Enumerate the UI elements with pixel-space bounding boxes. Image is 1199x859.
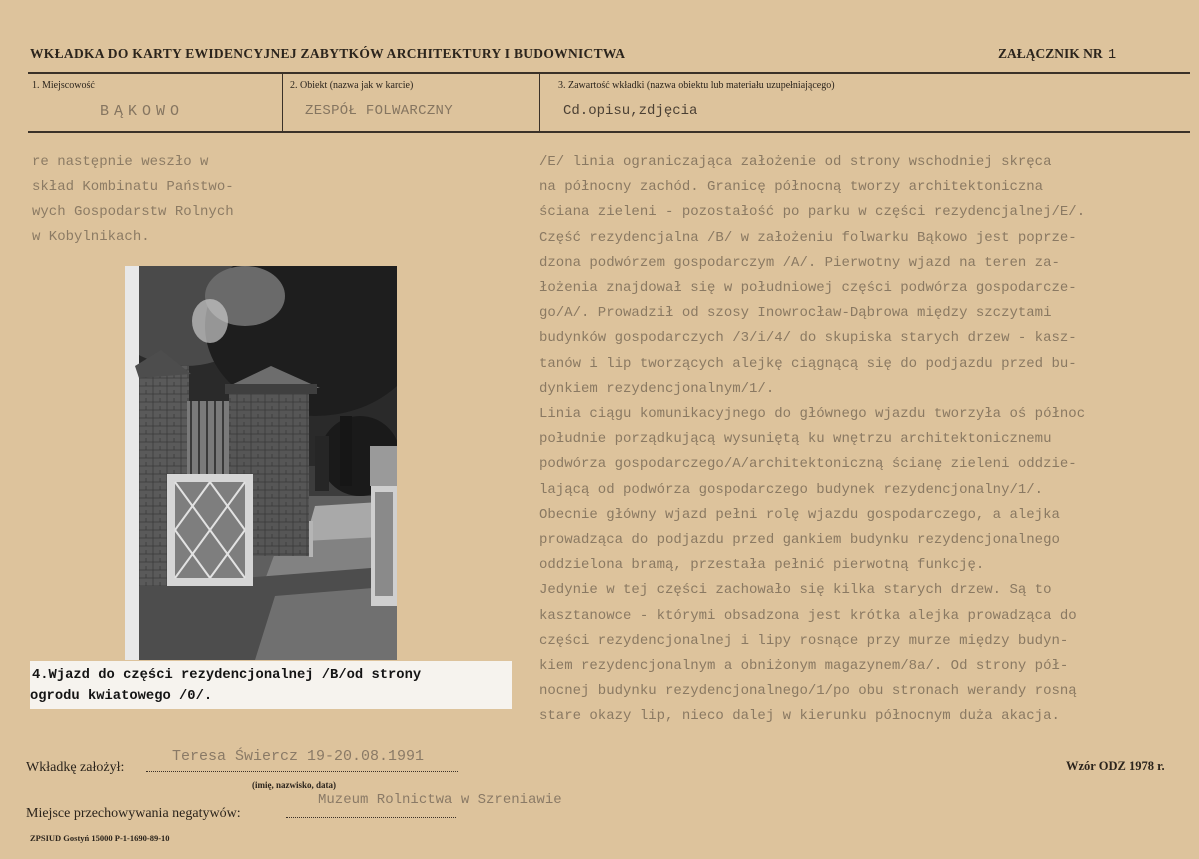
description-line: stare okazy lip, nieco dalej w kierunku północnym duża akacja. [539,708,1060,725]
description-line: budynków gospodarczych /3/i/4/ do skupiska starych drzew - kasz- [539,330,1077,347]
description-line: Jedynie w tej części zachowało się kilka starych drzew. Są to [539,582,1052,599]
description-line: Część rezydencjalna /B/ w założeniu folwarku Bąkowo jest poprze- [539,229,1077,246]
description-line: /E/ linia ograniczająca założenie od strony wschodniej skręca [539,154,1052,170]
storage-label: Miejsce przechowywania negatywów: [26,806,241,821]
description-line: nocnej budynku rezydencjonalnego/1/po obu stronach werandy rosną [539,683,1077,700]
description-line: tanów i lip tworzących alejkę ciągnącą się do podjazdu przed bu- [539,355,1077,372]
field-divider-2 [539,74,540,132]
description-line: ściana zieleni - pozostałość po parku w części rezydencjalnej/E/. [539,204,1086,221]
description-line: południe porządkującą wysuniętą ku wnętrzu architektonicznemu [539,431,1052,448]
founder-hint: (imię, nazwisko, data) [252,780,336,790]
description-line: go/A/. Prowadził od szosy Inowrocław-Dąbrowa między szczytami [539,305,1052,322]
founder-line [146,771,458,772]
founder-value: Teresa Świercz 19-20.08.1991 [172,748,425,765]
description-line: lającą od podwórza gospodarczego budynek rezydencjonalny/1/. [539,481,1044,498]
left-text-line: skład Kombinatu Państwo- [32,179,234,195]
description-line: łożenia znajdował się w południowej części podwórza gospodarcze- [539,280,1077,297]
gate-photo [125,266,397,660]
place-value: BĄKOWO [100,103,185,120]
content-value: Cd.opisu,zdjęcia [563,103,698,119]
print-info: ZPSIUD Gostyń 15000 P-1-1690-89-10 [30,833,170,843]
storage-line [286,817,456,818]
annex-number: 1 [1108,48,1117,63]
photo-caption [30,661,512,709]
left-text-column [32,150,302,250]
annex-label-text: ZAŁĄCZNIK NR [998,46,1103,61]
description-line: części rezydencjonalnej i lipy rosnące przy murze między budyn- [539,632,1069,649]
object-label: 2. Obiekt (nazwa jak w karcie) [290,80,414,91]
left-text-line: w Kobylnikach. [32,229,150,245]
header-rule [28,72,1190,74]
card-title: WKŁADKA DO KARTY EWIDENCYJNEJ ZABYTKÓW ARCHITEKTURY I BUDOWNICTWA [30,46,626,61]
left-text-line: re następnie weszło w [32,154,209,170]
founder-label: Wkładkę założył: [26,760,125,775]
description-line: oddzielona bramą, przestała pełnić pierwotną funkcję. [539,557,985,574]
description-line: kasztanowce - którymi obsadzona jest krótka alejka prowadząca do [539,607,1077,624]
place-label: 1. Miejscowość [32,80,95,91]
gate-photo-image [125,266,397,660]
annex-label [998,46,1116,63]
description-line: kiem rezydencjonalnym a obniżonym magazynem/8a/. Od strony pół- [539,658,1069,675]
description-line: prowadząca do podjazdu przed gankiem budynku rezydencjonalnego [539,532,1060,549]
left-text-line: wych Gospodarstw Rolnych [32,204,234,220]
description-line: dzona podwórzem gospodarczym /A/. Pierwotny wjazd na teren za- [539,254,1060,271]
storage-value: Muzeum Rolnictwa w Szreniawie [318,792,562,808]
caption-line: 4.Wjazd do części rezydencjonalnej /B/od strony [32,668,422,683]
description-line: podwórza gospodarczego/A/architektoniczną ścianę zieleni oddzie- [539,456,1077,473]
fields-rule [28,131,1190,133]
content-label: 3. Zawartość wkładki (nazwa obiektu lub materiału uzupełniającego) [558,80,835,91]
caption-line: ogrodu kwiatowego /0/. [30,689,213,704]
description-line: na północny zachód. Granicę północną tworzy architektoniczna [539,179,1044,196]
description-line: Linia ciągu komunikacyjnego do głównego wjazdu tworzyła oś północ [539,406,1086,423]
field-divider-1 [282,74,283,132]
description-text [539,150,1199,730]
object-value: ZESPÓŁ FOLWARCZNY [305,103,453,119]
model-label: Wzór ODZ 1978 r. [1066,759,1165,773]
description-line: dynkiem rezydencjonalnym/1/. [539,380,775,397]
description-line: Obecnie główny wjazd pełni rolę wjazdu gospodarczego, a alejka [539,506,1060,523]
